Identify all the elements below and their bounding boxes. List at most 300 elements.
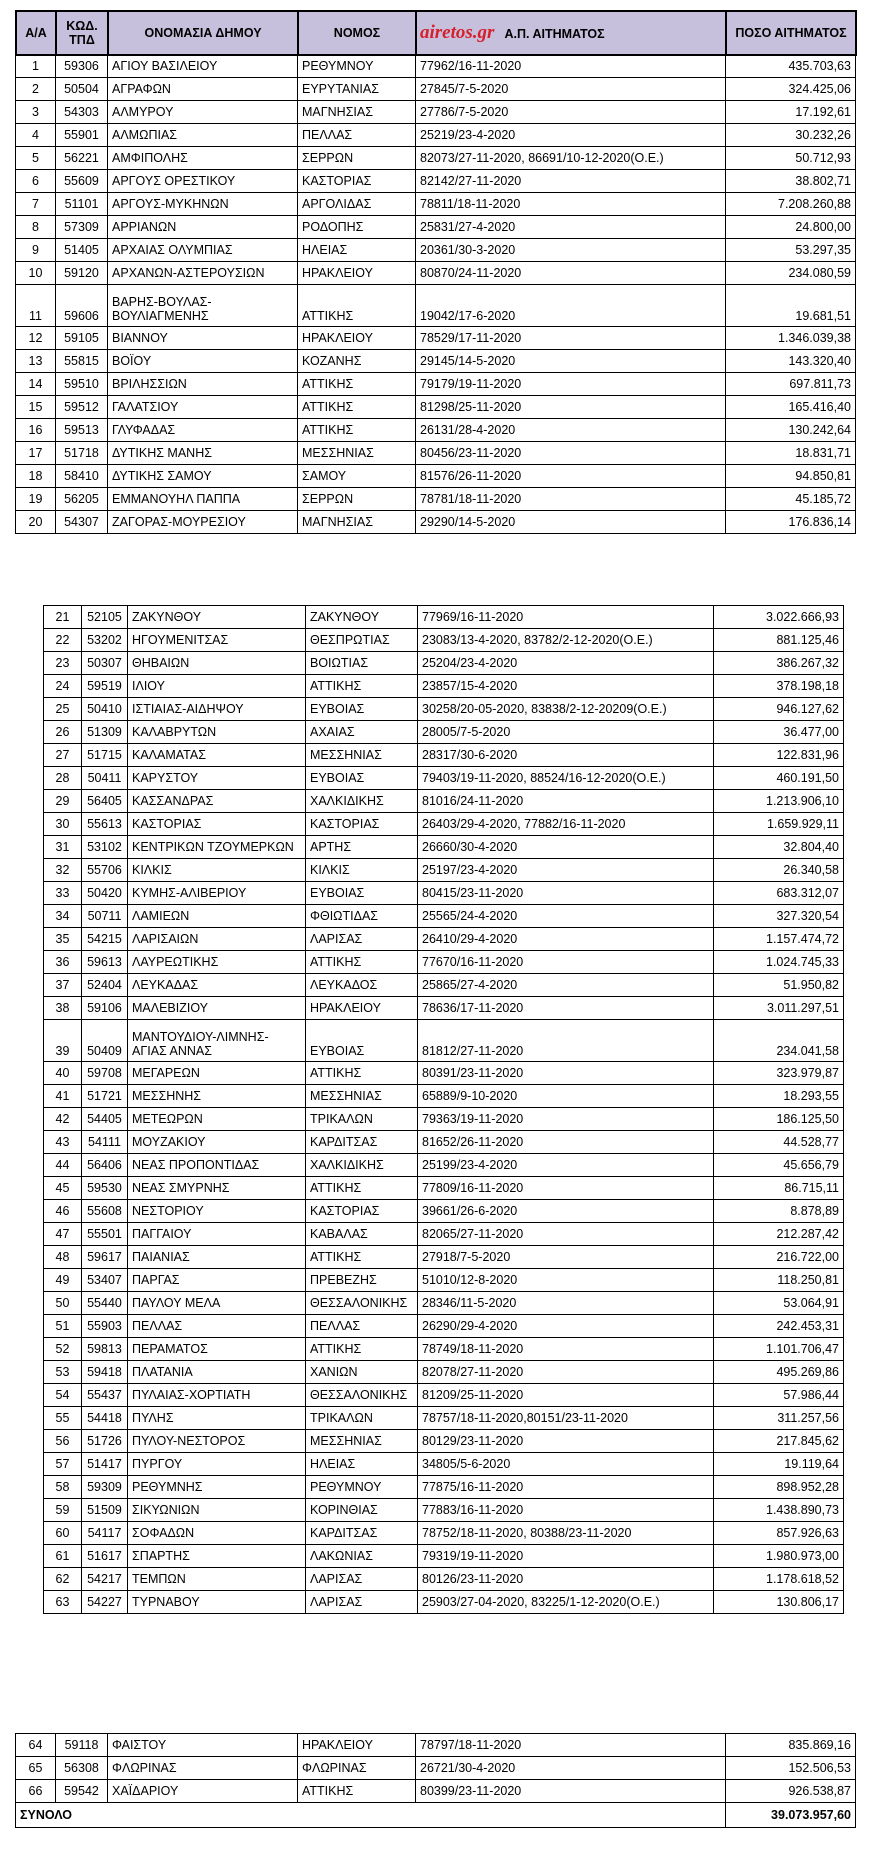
row-amount: 697.811,73 [726, 373, 856, 396]
row-index: 58 [44, 1476, 82, 1499]
row-amount: 186.125,50 [714, 1108, 844, 1131]
row-index: 41 [44, 1085, 82, 1108]
table-row [44, 790, 844, 813]
row-code: 59106 [82, 997, 128, 1020]
row-municipality: ΖΑΚΥΝΘΟΥ [128, 606, 306, 629]
row-municipality: ΠΕΡΑΜΑΤΟΣ [128, 1338, 306, 1361]
row-municipality: ΝΕΑΣ ΠΡΟΠΟΝΤΙΔΑΣ [128, 1154, 306, 1177]
row-protocol: 27918/7-5-2020 [418, 1246, 714, 1269]
row-index: 36 [44, 951, 82, 974]
row-amount: 18.293,55 [714, 1085, 844, 1108]
row-code: 59510 [56, 373, 108, 396]
row-code: 59309 [82, 1476, 128, 1499]
row-amount: 19.681,51 [726, 285, 856, 327]
row-code: 52404 [82, 974, 128, 997]
row-protocol: 19042/17-6-2020 [416, 285, 726, 327]
row-amount: 323.979,87 [714, 1062, 844, 1085]
row-prefecture: ΑΤΤΙΚΗΣ [306, 1062, 418, 1085]
row-amount: 57.986,44 [714, 1384, 844, 1407]
row-prefecture: ΧΑΛΚΙΔΙΚΗΣ [306, 1154, 418, 1177]
row-protocol: 29145/14-5-2020 [416, 350, 726, 373]
rows-section-3 [16, 1734, 856, 1803]
row-municipality: ΓΛΥΦΑΔΑΣ [108, 419, 298, 442]
row-protocol: 25197/23-4-2020 [418, 859, 714, 882]
col-header-aa: Α/Α [16, 11, 56, 55]
row-protocol: 81576/26-11-2020 [416, 465, 726, 488]
row-municipality: ΤΕΜΠΩΝ [128, 1568, 306, 1591]
col-header-amount: ΠΟΣΟ ΑΙΤΗΜΑΤΟΣ [726, 11, 856, 55]
row-amount: 881.125,46 [714, 629, 844, 652]
row-index: 55 [44, 1407, 82, 1430]
row-index: 35 [44, 928, 82, 951]
row-prefecture: ΚΑΡΔΙΤΣΑΣ [306, 1522, 418, 1545]
table-row [44, 836, 844, 859]
row-protocol: 26721/30-4-2020 [416, 1757, 726, 1780]
table-row [44, 1591, 844, 1614]
row-amount: 7.208.260,88 [726, 193, 856, 216]
row-municipality: ΚΑΛΑΒΡΥΤΩΝ [128, 721, 306, 744]
row-code: 51101 [56, 193, 108, 216]
row-prefecture: ΤΡΙΚΑΛΩΝ [306, 1407, 418, 1430]
row-index: 22 [44, 629, 82, 652]
table-row [44, 882, 844, 905]
row-amount: 1.659.929,11 [714, 813, 844, 836]
row-code: 55437 [82, 1384, 128, 1407]
row-index: 54 [44, 1384, 82, 1407]
row-index: 61 [44, 1545, 82, 1568]
row-prefecture: ΑΤΤΙΚΗΣ [306, 951, 418, 974]
row-protocol: 78811/18-11-2020 [416, 193, 726, 216]
row-code: 53102 [82, 836, 128, 859]
row-prefecture: ΛΑΡΙΣΑΣ [306, 1568, 418, 1591]
row-prefecture: ΤΡΙΚΑΛΩΝ [306, 1108, 418, 1131]
row-protocol: 79363/19-11-2020 [418, 1108, 714, 1131]
row-amount: 17.192,61 [726, 101, 856, 124]
row-index: 66 [16, 1780, 56, 1803]
row-code: 51309 [82, 721, 128, 744]
row-code: 54303 [56, 101, 108, 124]
table-section-2 [43, 605, 844, 1614]
row-code: 54215 [82, 928, 128, 951]
row-prefecture: ΡΟΔΟΠΗΣ [298, 216, 416, 239]
row-protocol: 78797/18-11-2020 [416, 1734, 726, 1757]
row-prefecture: ΘΕΣΠΡΩΤΙΑΣ [306, 629, 418, 652]
row-amount: 44.528,77 [714, 1131, 844, 1154]
row-index: 15 [16, 396, 56, 419]
table-row [16, 488, 856, 511]
row-prefecture: ΧΑΝΙΩΝ [306, 1361, 418, 1384]
row-amount: 311.257,56 [714, 1407, 844, 1430]
table-row [16, 239, 856, 262]
table-row [16, 511, 856, 534]
row-amount: 176.836,14 [726, 511, 856, 534]
row-index: 45 [44, 1177, 82, 1200]
row-code: 54418 [82, 1407, 128, 1430]
row-municipality: ΑΓΡΑΦΩΝ [108, 78, 298, 101]
row-municipality: ΠΑΡΓΑΣ [128, 1269, 306, 1292]
table-row [44, 974, 844, 997]
row-code: 50711 [82, 905, 128, 928]
row-protocol: 26660/30-4-2020 [418, 836, 714, 859]
row-index: 56 [44, 1430, 82, 1453]
row-municipality: ΠΑΙΑΝΙΑΣ [128, 1246, 306, 1269]
row-index: 11 [16, 285, 56, 327]
row-municipality: ΑΓΙΟΥ ΒΑΣΙΛΕΙΟΥ [108, 55, 298, 78]
table-row [16, 1780, 856, 1803]
row-index: 40 [44, 1062, 82, 1085]
row-protocol: 28005/7-5-2020 [418, 721, 714, 744]
col-header-protocol: Α.Π. ΑΙΤΗΜΑΤΟΣ [504, 26, 605, 41]
row-amount: 386.267,32 [714, 652, 844, 675]
table-row [16, 327, 856, 350]
row-amount: 3.011.297,51 [714, 997, 844, 1020]
row-amount: 1.980.973,00 [714, 1545, 844, 1568]
row-protocol: 81652/26-11-2020 [418, 1131, 714, 1154]
row-code: 59306 [56, 55, 108, 78]
row-amount: 1.157.474,72 [714, 928, 844, 951]
row-code: 55440 [82, 1292, 128, 1315]
row-municipality: ΚΑΛΑΜΑΤΑΣ [128, 744, 306, 767]
row-code: 59118 [56, 1734, 108, 1757]
row-municipality: ΜΑΛΕΒΙΖΙΟΥ [128, 997, 306, 1020]
row-code: 59708 [82, 1062, 128, 1085]
row-amount: 122.831,96 [714, 744, 844, 767]
row-municipality: ΠΥΛΑΙΑΣ-ΧΟΡΤΙΑΤΗ [128, 1384, 306, 1407]
row-prefecture: ΕΥΒΟΙΑΣ [306, 767, 418, 790]
row-code: 59530 [82, 1177, 128, 1200]
row-protocol: 77670/16-11-2020 [418, 951, 714, 974]
row-code: 51726 [82, 1430, 128, 1453]
row-protocol: 27845/7-5-2020 [416, 78, 726, 101]
row-code: 59542 [56, 1780, 108, 1803]
table-row [44, 652, 844, 675]
row-prefecture: ΚΑΣΤΟΡΙΑΣ [306, 813, 418, 836]
row-protocol: 81209/25-11-2020 [418, 1384, 714, 1407]
row-prefecture: ΑΤΤΙΚΗΣ [306, 1338, 418, 1361]
row-prefecture: ΛΑΡΙΣΑΣ [306, 1591, 418, 1614]
row-protocol: 23857/15-4-2020 [418, 675, 714, 698]
row-protocol: 79403/19-11-2020, 88524/16-12-2020(Ο.Ε.) [418, 767, 714, 790]
row-municipality: ΠΥΛΟΥ-ΝΕΣΤΟΡΟΣ [128, 1430, 306, 1453]
row-code: 55613 [82, 813, 128, 836]
row-index: 53 [44, 1361, 82, 1384]
row-municipality: ΕΜΜΑΝΟΥΗΛ ΠΑΠΠΑ [108, 488, 298, 511]
row-index: 1 [16, 55, 56, 78]
row-amount: 8.878,89 [714, 1200, 844, 1223]
row-index: 64 [16, 1734, 56, 1757]
row-prefecture: ΣΕΡΡΩΝ [298, 488, 416, 511]
table-row [16, 442, 856, 465]
row-code: 50420 [82, 882, 128, 905]
row-code: 56308 [56, 1757, 108, 1780]
row-code: 50411 [82, 767, 128, 790]
row-amount: 857.926,63 [714, 1522, 844, 1545]
row-code: 51509 [82, 1499, 128, 1522]
row-municipality: ΚΑΣΤΟΡΙΑΣ [128, 813, 306, 836]
row-protocol: 26131/28-4-2020 [416, 419, 726, 442]
row-protocol: 30258/20-05-2020, 83838/2-12-20209(Ο.Ε.) [418, 698, 714, 721]
table-section-3 [15, 1733, 856, 1828]
row-prefecture: ΜΑΓΝΗΣΙΑΣ [298, 511, 416, 534]
row-municipality: ΛΕΥΚΑΔΑΣ [128, 974, 306, 997]
row-amount: 216.722,00 [714, 1246, 844, 1269]
table-row [44, 1522, 844, 1545]
col-header-prefecture: ΝΟΜΟΣ [298, 11, 416, 55]
row-amount: 53.064,91 [714, 1292, 844, 1315]
row-index: 18 [16, 465, 56, 488]
row-protocol: 25204/23-4-2020 [418, 652, 714, 675]
row-prefecture: ΧΑΛΚΙΔΙΚΗΣ [306, 790, 418, 813]
row-prefecture: ΗΡΑΚΛΕΙΟΥ [298, 1734, 416, 1757]
row-amount: 460.191,50 [714, 767, 844, 790]
row-prefecture: ΗΡΑΚΛΕΙΟΥ [298, 327, 416, 350]
row-municipality: ΧΑΪΔΑΡΙΟΥ [108, 1780, 298, 1803]
row-municipality: ΜΕΓΑΡΕΩΝ [128, 1062, 306, 1085]
row-protocol: 39661/26-6-2020 [418, 1200, 714, 1223]
row-code: 53202 [82, 629, 128, 652]
row-code: 54117 [82, 1522, 128, 1545]
row-municipality: ΒΑΡΗΣ-ΒΟΥΛΑΣ-ΒΟΥΛΙΑΓΜΕΝΗΣ [108, 285, 298, 327]
row-index: 32 [44, 859, 82, 882]
row-amount: 51.950,82 [714, 974, 844, 997]
row-protocol: 77883/16-11-2020 [418, 1499, 714, 1522]
table-row [44, 1568, 844, 1591]
row-amount: 26.340,58 [714, 859, 844, 882]
row-amount: 1.024.745,33 [714, 951, 844, 974]
row-municipality: ΗΓΟΥΜΕΝΙΤΣΑΣ [128, 629, 306, 652]
row-prefecture: ΕΥΡΥΤΑΝΙΑΣ [298, 78, 416, 101]
row-index: 3 [16, 101, 56, 124]
table-row [44, 1361, 844, 1384]
row-prefecture: ΠΕΛΛΑΣ [306, 1315, 418, 1338]
table-row [16, 285, 856, 327]
row-prefecture: ΦΘΙΩΤΙΔΑΣ [306, 905, 418, 928]
row-amount: 3.022.666,93 [714, 606, 844, 629]
row-prefecture: ΡΕΘΥΜΝΟΥ [306, 1476, 418, 1499]
row-municipality: ΠΥΛΗΣ [128, 1407, 306, 1430]
row-municipality: ΝΕΣΤΟΡΙΟΥ [128, 1200, 306, 1223]
row-amount: 24.800,00 [726, 216, 856, 239]
row-code: 57309 [56, 216, 108, 239]
row-municipality: ΛΑΥΡΕΩΤΙΚΗΣ [128, 951, 306, 974]
row-municipality: ΛΑΡΙΣΑΙΩΝ [128, 928, 306, 951]
row-prefecture: ΑΤΤΙΚΗΣ [298, 1780, 416, 1803]
row-code: 50307 [82, 652, 128, 675]
row-amount: 38.802,71 [726, 170, 856, 193]
row-amount: 1.101.706,47 [714, 1338, 844, 1361]
row-protocol: 25831/27-4-2020 [416, 216, 726, 239]
row-index: 33 [44, 882, 82, 905]
row-municipality: ΑΛΜΩΠΙΑΣ [108, 124, 298, 147]
row-code: 53407 [82, 1269, 128, 1292]
row-amount: 94.850,81 [726, 465, 856, 488]
row-prefecture: ΜΕΣΣΗΝΙΑΣ [306, 1085, 418, 1108]
row-prefecture: ΠΡΕΒΕΖΗΣ [306, 1269, 418, 1292]
table-row [16, 101, 856, 124]
row-municipality: ΚΕΝΤΡΙΚΩΝ ΤΖΟΥΜΕΡΚΩΝ [128, 836, 306, 859]
table-row [44, 1269, 844, 1292]
row-amount: 30.232,26 [726, 124, 856, 147]
row-code: 54217 [82, 1568, 128, 1591]
row-code: 59617 [82, 1246, 128, 1269]
row-prefecture: ΚΑΒΑΛΑΣ [306, 1223, 418, 1246]
row-municipality: ΠΑΓΓΑΙΟΥ [128, 1223, 306, 1246]
row-protocol: 82142/27-11-2020 [416, 170, 726, 193]
row-amount: 165.416,40 [726, 396, 856, 419]
row-index: 51 [44, 1315, 82, 1338]
table-row [16, 350, 856, 373]
row-amount: 45.656,79 [714, 1154, 844, 1177]
row-prefecture: ΗΛΕΙΑΣ [298, 239, 416, 262]
table-row [44, 1108, 844, 1131]
row-prefecture: ΑΡΓΟΛΙΔΑΣ [298, 193, 416, 216]
row-prefecture: ΑΤΤΙΚΗΣ [306, 1177, 418, 1200]
table-row [44, 1499, 844, 1522]
row-municipality: ΑΡΓΟΥΣ-ΜΥΚΗΝΩΝ [108, 193, 298, 216]
row-index: 24 [44, 675, 82, 698]
row-protocol: 79179/19-11-2020 [416, 373, 726, 396]
row-protocol: 78752/18-11-2020, 80388/23-11-2020 [418, 1522, 714, 1545]
row-code: 59813 [82, 1338, 128, 1361]
row-municipality: ΦΑΙΣΤΟΥ [108, 1734, 298, 1757]
table-row [44, 1430, 844, 1453]
row-index: 48 [44, 1246, 82, 1269]
row-amount: 324.425,06 [726, 78, 856, 101]
row-code: 55501 [82, 1223, 128, 1246]
row-code: 50409 [82, 1020, 128, 1062]
row-municipality: ΔΥΤΙΚΗΣ ΜΑΝΗΣ [108, 442, 298, 465]
row-prefecture: ΑΤΤΙΚΗΣ [298, 396, 416, 419]
row-prefecture: ΘΕΣΣΑΛΟΝΙΚΗΣ [306, 1384, 418, 1407]
col-header-code: ΚΩΔ. ΤΠΔ [56, 11, 108, 55]
row-index: 23 [44, 652, 82, 675]
row-prefecture: ΛΑΡΙΣΑΣ [306, 928, 418, 951]
row-protocol: 26410/29-4-2020 [418, 928, 714, 951]
row-amount: 946.127,62 [714, 698, 844, 721]
row-prefecture: ΑΤΤΙΚΗΣ [298, 419, 416, 442]
row-index: 37 [44, 974, 82, 997]
row-code: 55901 [56, 124, 108, 147]
row-index: 9 [16, 239, 56, 262]
row-municipality: ΡΕΘΥΜΝΗΣ [128, 1476, 306, 1499]
row-municipality: ΒΙΑΝΝΟΥ [108, 327, 298, 350]
table-header [15, 10, 857, 56]
row-amount: 143.320,40 [726, 350, 856, 373]
row-amount: 118.250,81 [714, 1269, 844, 1292]
table-row [44, 1384, 844, 1407]
row-code: 59606 [56, 285, 108, 327]
row-prefecture: ΕΥΒΟΙΑΣ [306, 1020, 418, 1062]
row-protocol: 81812/27-11-2020 [418, 1020, 714, 1062]
row-municipality: ΑΡΓΟΥΣ ΟΡΕΣΤΙΚΟΥ [108, 170, 298, 193]
row-prefecture: ΜΕΣΣΗΝΙΑΣ [298, 442, 416, 465]
row-protocol: 80126/23-11-2020 [418, 1568, 714, 1591]
row-prefecture: ΚΑΣΤΟΡΙΑΣ [298, 170, 416, 193]
row-prefecture: ΚΟΡΙΝΘΙΑΣ [306, 1499, 418, 1522]
row-index: 21 [44, 606, 82, 629]
row-prefecture: ΗΡΑΚΛΕΙΟΥ [306, 997, 418, 1020]
table-row [44, 905, 844, 928]
row-amount: 683.312,07 [714, 882, 844, 905]
row-protocol: 28317/30-6-2020 [418, 744, 714, 767]
row-protocol: 80870/24-11-2020 [416, 262, 726, 285]
row-index: 42 [44, 1108, 82, 1131]
row-municipality: ΚΑΣΣΑΝΔΡΑΣ [128, 790, 306, 813]
row-protocol: 77962/16-11-2020 [416, 55, 726, 78]
row-amount: 50.712,93 [726, 147, 856, 170]
row-index: 30 [44, 813, 82, 836]
table-row [16, 396, 856, 419]
row-code: 55609 [56, 170, 108, 193]
table-row [44, 1223, 844, 1246]
row-municipality: ΣΟΦΑΔΩΝ [128, 1522, 306, 1545]
row-municipality: ΑΡΧΑΙΑΣ ΟΛΥΜΠΙΑΣ [108, 239, 298, 262]
row-protocol: 82073/27-11-2020, 86691/10-12-2020(Ο.Ε.) [416, 147, 726, 170]
row-municipality: ΚΑΡΥΣΤΟΥ [128, 767, 306, 790]
row-municipality: ΖΑΓΟΡΑΣ-ΜΟΥΡΕΣΙΟΥ [108, 511, 298, 534]
table-row [44, 1476, 844, 1499]
row-municipality: ΦΛΩΡΙΝΑΣ [108, 1757, 298, 1780]
total-row [16, 1803, 856, 1828]
row-protocol: 80399/23-11-2020 [416, 1780, 726, 1803]
row-code: 54405 [82, 1108, 128, 1131]
row-prefecture: ΚΑΣΤΟΡΙΑΣ [306, 1200, 418, 1223]
row-municipality: ΒΟΪΟΥ [108, 350, 298, 373]
row-index: 47 [44, 1223, 82, 1246]
row-index: 14 [16, 373, 56, 396]
row-municipality: ΠΛΑΤΑΝΙΑ [128, 1361, 306, 1384]
col-header-name: ΟΝΟΜΑΣΙΑ ΔΗΜΟΥ [108, 11, 298, 55]
row-code: 51617 [82, 1545, 128, 1568]
table-row [44, 1246, 844, 1269]
row-index: 2 [16, 78, 56, 101]
row-protocol: 25865/27-4-2020 [418, 974, 714, 997]
row-code: 52105 [82, 606, 128, 629]
row-protocol: 80415/23-11-2020 [418, 882, 714, 905]
row-code: 55706 [82, 859, 128, 882]
table-row [44, 1545, 844, 1568]
row-amount: 32.804,40 [714, 836, 844, 859]
row-protocol: 25565/24-4-2020 [418, 905, 714, 928]
table-row [16, 373, 856, 396]
table-row [44, 606, 844, 629]
row-prefecture: ΜΑΓΝΗΣΙΑΣ [298, 101, 416, 124]
row-index: 59 [44, 1499, 82, 1522]
table-row [44, 1154, 844, 1177]
row-prefecture: ΑΤΤΙΚΗΣ [298, 373, 416, 396]
row-protocol: 82065/27-11-2020 [418, 1223, 714, 1246]
total-amount: 39.073.957,60 [726, 1803, 856, 1828]
row-protocol: 77809/16-11-2020 [418, 1177, 714, 1200]
row-amount: 234.041,58 [714, 1020, 844, 1062]
row-municipality: ΛΑΜΙΕΩΝ [128, 905, 306, 928]
row-code: 51721 [82, 1085, 128, 1108]
row-amount: 130.242,64 [726, 419, 856, 442]
row-protocol: 26403/29-4-2020, 77882/16-11-2020 [418, 813, 714, 836]
row-amount: 45.185,72 [726, 488, 856, 511]
row-index: 39 [44, 1020, 82, 1062]
row-protocol: 27786/7-5-2020 [416, 101, 726, 124]
row-index: 16 [16, 419, 56, 442]
row-protocol: 79319/19-11-2020 [418, 1545, 714, 1568]
row-code: 51417 [82, 1453, 128, 1476]
row-municipality: ΠΑΥΛΟΥ ΜΕΛΑ [128, 1292, 306, 1315]
row-code: 56406 [82, 1154, 128, 1177]
row-amount: 1.346.039,38 [726, 327, 856, 350]
row-code: 50504 [56, 78, 108, 101]
row-code: 50410 [82, 698, 128, 721]
row-amount: 327.320,54 [714, 905, 844, 928]
